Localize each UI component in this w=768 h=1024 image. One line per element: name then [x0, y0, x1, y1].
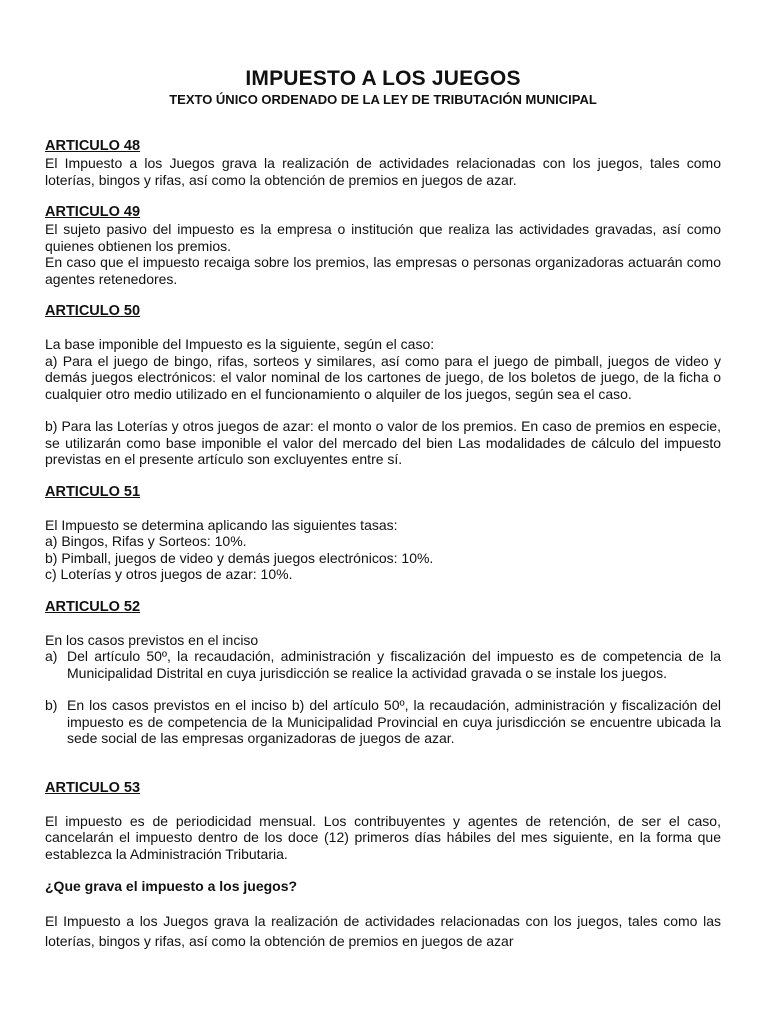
faq-section: [45, 878, 721, 951]
article-52-intro: En los casos previstos en el inciso: [45, 631, 259, 648]
article-51-rate-b: b) Pimball, juegos de video y demás juegos electrónicos: 10%.: [45, 549, 434, 566]
article-49-text-1: El sujeto pasivo del impuesto es la empresa o institución que realiza las actividades gravadas, así como quienes obtienen los premios.: [45, 221, 721, 254]
article-49: [45, 204, 721, 287]
article-51-heading: ARTICULO 51: [45, 483, 141, 500]
article-53-text: El impuesto es de periodicidad mensual. Los contribuyentes y agentes de retención, de ser el caso, cancelarán el impuesto dentro de los doce (12) primeros días hábiles del mes siguiente, en la forma que establezca la Administración Tributaria.: [45, 812, 721, 862]
article-52-item-b-text: En los casos previstos en el inciso b) del artículo 50º, la recaudación, administración y fiscalización del impuesto es de competencia de la Municipalidad Provincial en cuya jurisdicción se encuentre ubicada la sede social de las empresas organizadoras de juegos de azar.: [67, 697, 721, 746]
article-53-heading: ARTICULO 53: [45, 779, 141, 796]
article-51: [45, 484, 721, 583]
article-52-heading: ARTICULO 52: [45, 598, 141, 615]
faq-answer: El Impuesto a los Juegos grava la realización de actividades relacionadas con los juegos, tales como las loterías, bingos y rifas, así como la obtención de premios en juegos de azar: [45, 912, 721, 949]
article-51-intro: El Impuesto se determina aplicando las siguientes tasas:: [45, 516, 398, 533]
article-50-heading: ARTICULO 50: [45, 303, 141, 319]
article-53: [45, 780, 721, 863]
article-52-list: [45, 648, 721, 747]
article-49-heading: ARTICULO 49: [45, 204, 141, 220]
article-52-item-a: [45, 648, 721, 681]
article-51-rate-c: c) Loterías y otros juegos de azar: 10%.: [45, 566, 293, 582]
document-title: IMPUESTO A LOS JUEGOS: [245, 67, 521, 90]
article-52-item-a-text: Del artículo 50º, la recaudación, administración y fiscalización del impuesto es de competencia de la Municipalidad Distrital en cuya jurisdicción se realice la actividad gravada o se instale los juegos.: [67, 648, 721, 681]
article-50: [45, 303, 721, 468]
article-50-item-a: a) Para el juego de bingo, rifas, sorteos y similares, así como para el juego de pimball, juegos de video y demás juegos electrónicos: el valor nominal de los cartones de juego, de los boletos de juego, de la ficha o cualquier otro medio utilizado en el funcionamiento o alquiler de los juegos, según sea el caso.: [45, 352, 721, 402]
article-49-text-2: En caso que el impuesto recaiga sobre los premios, las empresas o personas organizadoras actuarán como agentes retenedores.: [45, 254, 721, 287]
article-52-item-b: [45, 697, 721, 747]
article-50-intro: La base imponible del Impuesto es la siguiente, según el caso:: [45, 336, 435, 352]
document-subtitle: TEXTO ÚNICO ORDENADO DE LA LEY DE TRIBUTACIÓN MUNICIPAL: [169, 92, 597, 107]
article-51-rate-a: a) Bingos, Rifas y Sorteos: 10%.: [45, 533, 247, 549]
article-50-item-b: b) Para las Loterías y otros juegos de azar: el monto o valor de los premios. En caso de premios en especie, se utilizarán como base imponible el valor del mercado del bien Las modalidades de cálculo del impuesto previstas en el presente artículo son excluyentes entre sí.: [45, 418, 721, 467]
article-52-item-b-marker: b): [45, 697, 58, 713]
article-52: [45, 599, 721, 747]
article-48-text: El Impuesto a los Juegos grava la realización de actividades relacionadas con los juegos, tales como loterías, bingos y rifas, así como la obtención de premios en juegos de azar.: [45, 155, 721, 188]
faq-question: ¿Que grava el impuesto a los juegos?: [45, 878, 298, 894]
article-48: [45, 138, 721, 188]
article-52-item-a-marker: a): [45, 648, 58, 664]
article-48-heading: ARTICULO 48: [45, 138, 141, 154]
